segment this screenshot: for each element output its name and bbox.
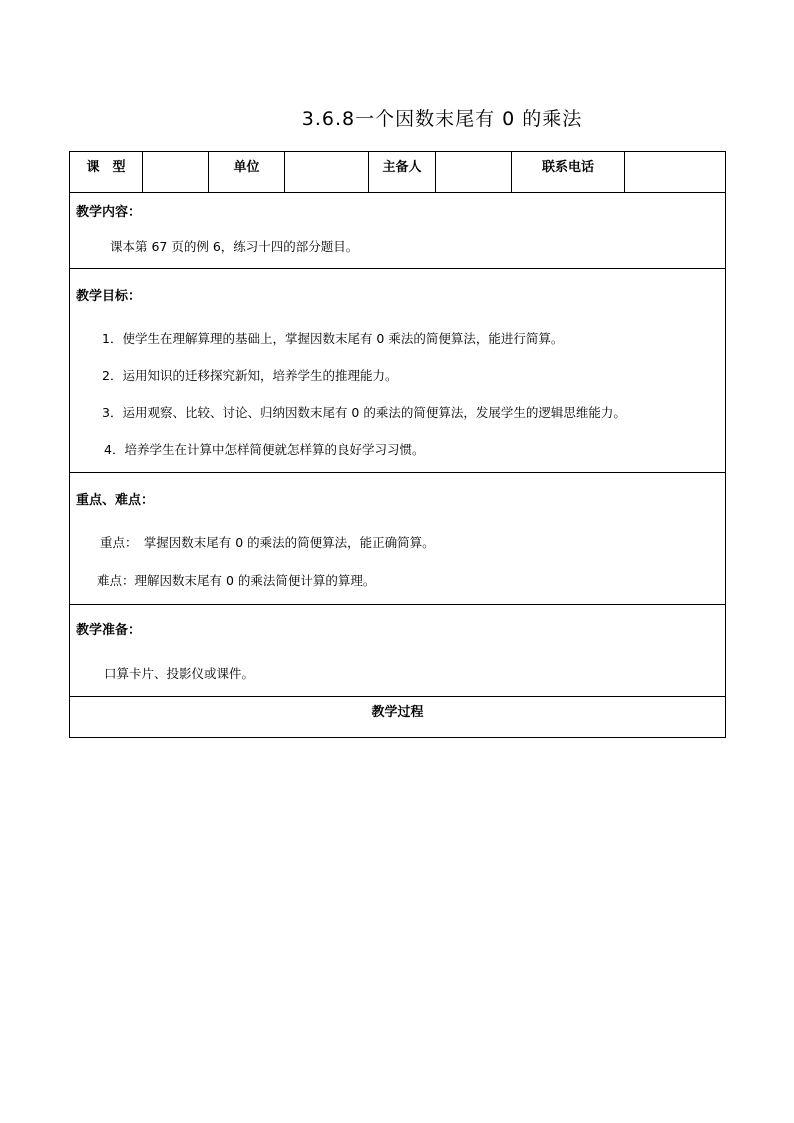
header-row bbox=[70, 152, 726, 193]
process-row bbox=[70, 697, 726, 738]
goal-item: 1．使学生在理解算理的基础上，掌握因数末尾有 0 乘法的简便算法，能进行简算。 bbox=[102, 331, 564, 346]
preparation-text: 口算卡片、投影仪或课件。 bbox=[104, 666, 255, 681]
preparation-title: 教学准备： bbox=[76, 623, 142, 638]
preparation-row bbox=[70, 605, 726, 697]
document-title: 3.6.8一个因数末尾有 0 的乘法 bbox=[301, 108, 583, 130]
difficult-point-text: 难点：理解因数末尾有 0 的乘法简便计算的算理。 bbox=[97, 573, 376, 588]
goal-item: 2．运用知识的迁移探究新知，培养学生的推理能力。 bbox=[102, 368, 398, 383]
content-title: 教学内容： bbox=[76, 205, 142, 220]
key-point-text: 重点： 掌握因数末尾有 0 的乘法的简便算法，能正确简算。 bbox=[100, 535, 435, 550]
content-row bbox=[70, 193, 726, 269]
phone-value bbox=[625, 152, 726, 193]
content-text: 课本第 67 页的例 6，练习十四的部分题目。 bbox=[110, 239, 359, 254]
preparer-value bbox=[436, 152, 512, 193]
lesson-plan-table bbox=[69, 151, 726, 738]
goal-item: 3．运用观察、比较、讨论、归纳因数末尾有 0 的乘法的简便算法，发展学生的逻辑思维能力。 bbox=[102, 405, 626, 420]
type-value bbox=[143, 152, 209, 193]
unit-value bbox=[285, 152, 369, 193]
phone-label: 联系电话 bbox=[512, 152, 625, 193]
key-points-title: 重点、难点： bbox=[76, 493, 155, 508]
goal-item: 4．培养学生在计算中怎样简便就怎样算的良好学习习惯。 bbox=[104, 442, 425, 457]
goals-title: 教学目标： bbox=[76, 289, 142, 304]
unit-label: 单位 bbox=[209, 152, 285, 193]
goals-row bbox=[70, 269, 726, 473]
preparer-label: 主备人 bbox=[369, 152, 436, 193]
process-title: 教学过程 bbox=[70, 697, 726, 738]
type-label: 课 型 bbox=[70, 152, 143, 193]
key-points-row bbox=[70, 473, 726, 605]
